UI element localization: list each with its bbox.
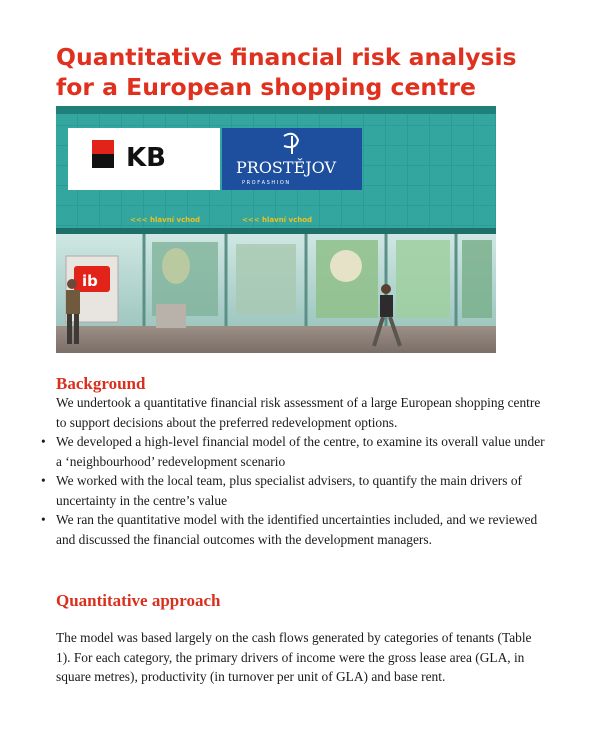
page-title: Quantitative financial risk analysis for a European shopping centre [56, 43, 517, 101]
kiosk-logo-text: ib [82, 272, 98, 290]
kb-logo-text: KB [126, 143, 166, 173]
prostejov-logo-text: PROSTĚJOV [236, 158, 337, 177]
background-bullet-list [56, 432, 548, 550]
entrance-sign-left: <<< hlavní vchod [130, 216, 201, 224]
entrance-sign-right: <<< hlavní vchod [242, 216, 313, 224]
background-heading: Background [56, 374, 146, 393]
bullet-item: • We worked with the local team, plus specialist advisers, to quantify the main drivers of uncertainty in the centre’s value [56, 471, 548, 510]
approach-heading: Quantitative approach [56, 591, 221, 610]
prostejov-sub-text: P R O F A S H I O N [242, 180, 290, 186]
bullet-item: • We ran the quantitative model with the identified uncertainties included, and we reviewed and discussed the financial outcomes with the development managers. [56, 510, 548, 549]
background-intro: We undertook a quantitative financial risk assessment of a large European shopping centre to support decisions about the preferred redevelopment options. [56, 395, 541, 430]
bullet-item: • We developed a high-level financial model of the centre, to examine its overall value under a ‘neighbourhood’ redevelopment scenario [56, 432, 548, 471]
shopping-centre-photo [56, 106, 496, 353]
approach-text: The model was based largely on the cash flows generated by categories of tenants (Table 1). For each category, the primary drivers of income were the gross lease area (GLA, in square metres), productivity (in turnover per unit of GLA) and base rent. [56, 630, 532, 685]
